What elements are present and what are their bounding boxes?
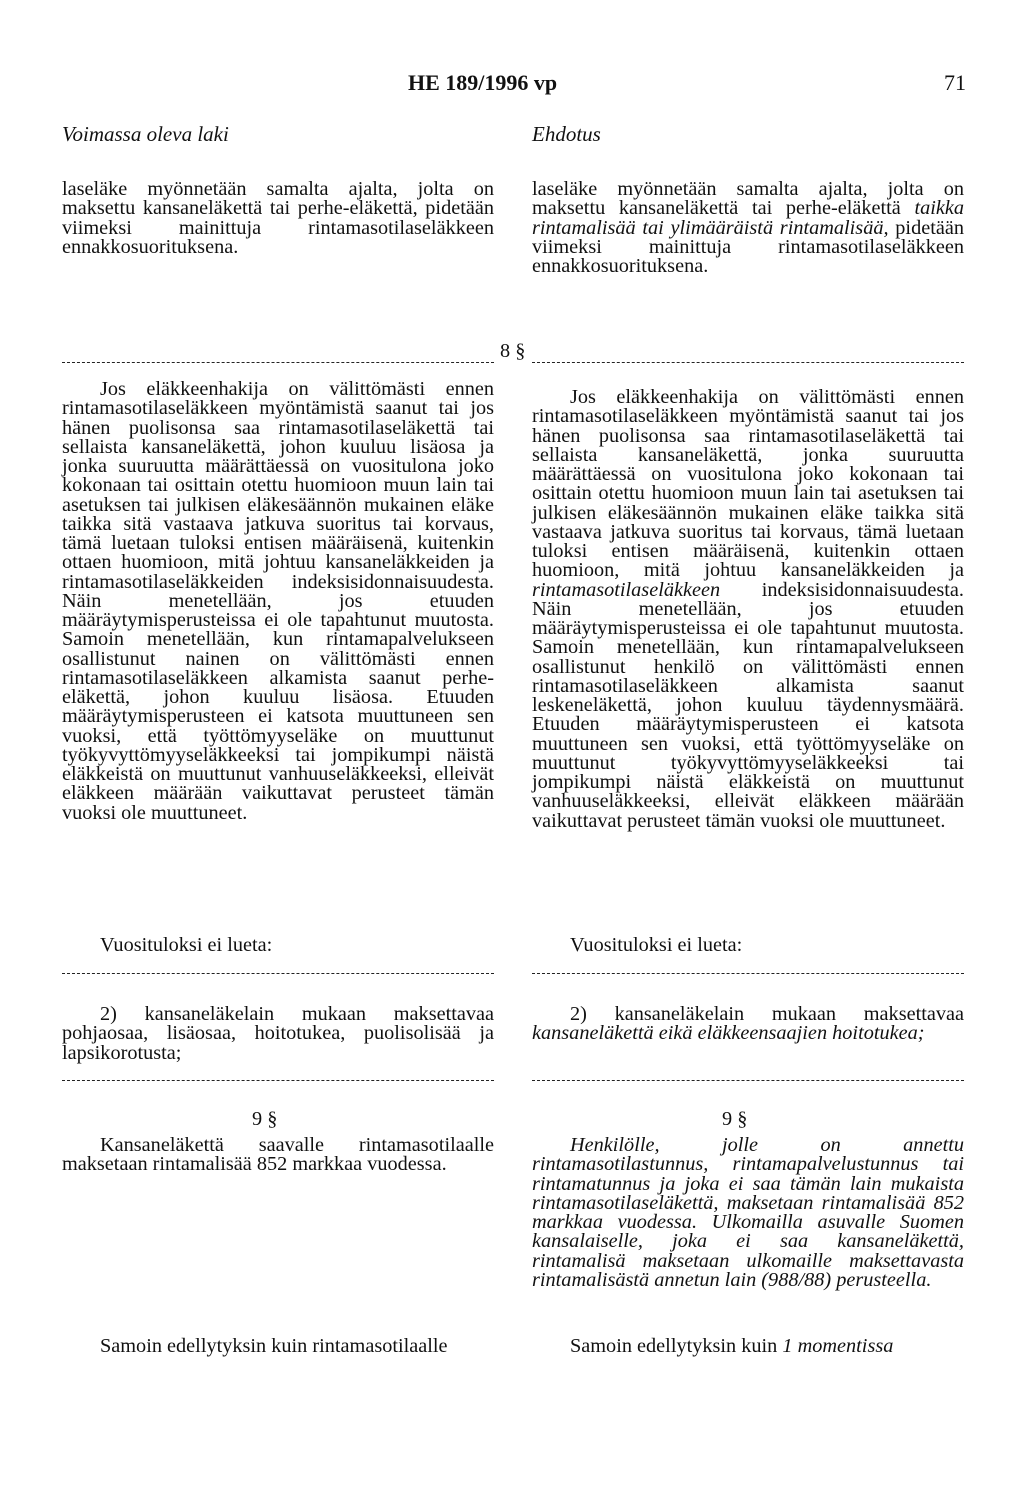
left-p1-text: laseläke myönnetään samalta ajalta, jolta on maksettu kansaneläkettä tai perhe-eläkettä, pidetään viimeksi mainittuja rintamasotilaseläkkeen ennakkosuorituksena. <box>62 178 494 258</box>
right-paragraph-3 <box>532 936 964 955</box>
right-p4-amendment: kansaneläkettä eikä eläkkeensaajien hoitotukea; <box>532 1022 925 1045</box>
right-p4-text <box>532 1005 964 1044</box>
right-p5-amendment: Henkilölle, jolle on annettu rintamasotilastunnus, rintamapalvelustunnus tai rintamatunnus ja joka ei saa tämän lain mukaista rintamasotilaseläkettä, maksetaan rintamalisää 852 markkaa vuodessa. Ulkomailla asuvalle Suomen kansalaiselle, joka ei saa kansaneläkettä, rintamalisä maksetaan ulkomaille maksettavasta rintamalisästä annetun lain (988/88) perusteella. <box>532 1134 964 1291</box>
left-paragraph-1 <box>62 180 494 257</box>
omission-line-right-1 <box>532 362 964 364</box>
left-p3-text: Vuosituloksi ei lueta: <box>100 934 273 956</box>
right-p1-text-a: laseläke myönnetään samalta ajalta, jolta on maksettu kansaneläkettä tai perhe-eläkettä <box>532 178 964 220</box>
left-p6-text: Samoin edellytyksin kuin rintamasotilaalle <box>100 1335 448 1357</box>
right-section-9-heading: 9 § <box>722 1108 748 1130</box>
omission-line-right-2 <box>532 973 964 975</box>
right-paragraph-6 <box>532 1337 964 1356</box>
omission-line-left-1 <box>62 362 494 364</box>
right-p2-amendment: rintamasotilaseläkkeen <box>532 578 721 601</box>
right-p1-text <box>532 180 964 276</box>
left-paragraph-2 <box>62 380 494 823</box>
right-paragraph-2 <box>532 388 964 831</box>
omission-line-left-2 <box>62 973 494 975</box>
left-p2-text: Jos eläkkeenhakija on välittömästi ennen rintamasotilaseläkkeen myöntämistä saanut tai jos hänen puolisonsa saa rintamasotilaseläkettä tai sellaista kansaneläkettä, johon kuuluu lisäosa ja jonka suuruutta määrättäessä on vuositulona joko kokonaan tai osittain otettu huomioon muun lain tai asetuksen tai julkisen eläkesäännön mukainen eläke taikka sitä vastaava jatkuva suoritus tai korvaus, tämä luetaan tuloksi entisen määräisenä, kuitenkin ottaen huomioon, mitä johtuu kansaneläkkeiden ja rintamasotilaseläkkeiden indeksisidonnaisuudesta. Näin menetellään, jos etuuden määräytymisperusteissa ei ole tapahtunut muutosta. Samoin menetellään, kun rintamapalvelukseen osallistunut nainen on välittömästi ennen rintamasotilaseläkkeen alkamista saanut perhe-eläkettä, johon kuuluu lisäosa. Etuuden määräytymisperusteen ei katsota muuttuneen sen vuoksi, että työttömyyseläke on muuttunut työkyvyttömyyseläkkeeksi tai jompikumpi näistä eläkkeistä on muuttunut vanhuuseläkkeeksi, elleivät eläkkeen määrään vaikuttavat perusteet tämän vuoksi ole muuttuneet. <box>62 378 494 824</box>
page-number: 71 <box>944 70 966 95</box>
left-paragraph-3 <box>62 936 494 955</box>
right-p1-amendment: taikka rintamalisää tai ylimääräistä rintamalisää, <box>532 197 964 239</box>
right-p4-text-a: 2) kansaneläkelain mukaan maksettavaa <box>570 1003 964 1025</box>
left-section-9-heading: 9 § <box>252 1108 278 1130</box>
left-paragraph-4 <box>62 1005 494 1063</box>
right-p6-text <box>532 1337 964 1356</box>
left-p5-text: Kansaneläkettä saavalle rintamasotilaalle maksetaan rintamalisää 852 markkaa vuodessa. <box>62 1134 494 1176</box>
section-8-heading: 8 § <box>500 340 526 362</box>
left-paragraph-6 <box>62 1337 494 1356</box>
right-p2-text <box>532 388 964 831</box>
document-header-title: HE 189/1996 vp <box>408 70 558 95</box>
left-paragraph-5 <box>62 1136 494 1175</box>
right-column-heading: Ehdotus <box>532 122 601 146</box>
omission-line-left-3 <box>62 1080 494 1082</box>
right-paragraph-5 <box>532 1136 964 1290</box>
right-p5-text <box>532 1136 964 1290</box>
right-paragraph-1 <box>532 180 964 276</box>
right-paragraph-4 <box>532 1005 964 1044</box>
left-p4-text: 2) kansaneläkelain mukaan maksettavaa pohjaosaa, lisäosaa, hoitotukea, puolisolisää ja lapsikorotusta; <box>62 1003 494 1064</box>
right-p2-text-a: Jos eläkkeenhakija on välittömästi ennen rintamasotilaseläkkeen myöntämistä saanut tai jos hänen puolisonsa saa rintamasotilaseläkettä tai sellaista kansaneläkettä, jonka suuruutta määrättäessä on vuositulona joko kokonaan tai osittain otettu huomioon muun lain tai asetuksen tai julkisen eläkesäännön mukainen eläke taikka sitä vastaava jatkuva suoritus tai korvaus, tämä luetaan tuloksi entisen määräisenä, kuitenkin ottaen huomioon, mitä johtuu kansaneläkkeiden ja <box>532 386 964 582</box>
right-p6-text-a: Samoin edellytyksin kuin <box>570 1335 783 1357</box>
right-p2-text-b: indeksisidonnaisuudesta. Näin menetellään, jos etuuden määräytymisperusteissa ei ole tapahtunut muutosta. Samoin menetellään, kun rintamapalvelukseen osallistunut henkilö on välittömästi ennen rintamasotilaseläkkeen alkamista saanut leskeneläkettä, johon kuuluu täydennysmäärä. Etuuden määräytymisperusteen ei katsota muuttuneen sen vuoksi, että työttömyyseläke on muuttunut työkyvyttömyyseläkkeeksi tai jompikumpi näistä eläkkeistä on muuttunut vanhuuseläkkeeksi, elleivät eläkkeen määrään vaikuttavat perusteet tämän vuoksi ole muuttuneet. <box>532 578 964 832</box>
right-p3-text: Vuosituloksi ei lueta: <box>570 934 743 956</box>
left-column-heading: Voimassa oleva laki <box>62 122 229 146</box>
right-p1-text-b: pidetään viimeksi mainittuja rintamasotilaseläkkeen ennakkosuorituksena. <box>532 216 964 277</box>
right-p6-amendment: 1 momentissa <box>782 1335 894 1357</box>
omission-line-right-3 <box>532 1080 964 1082</box>
